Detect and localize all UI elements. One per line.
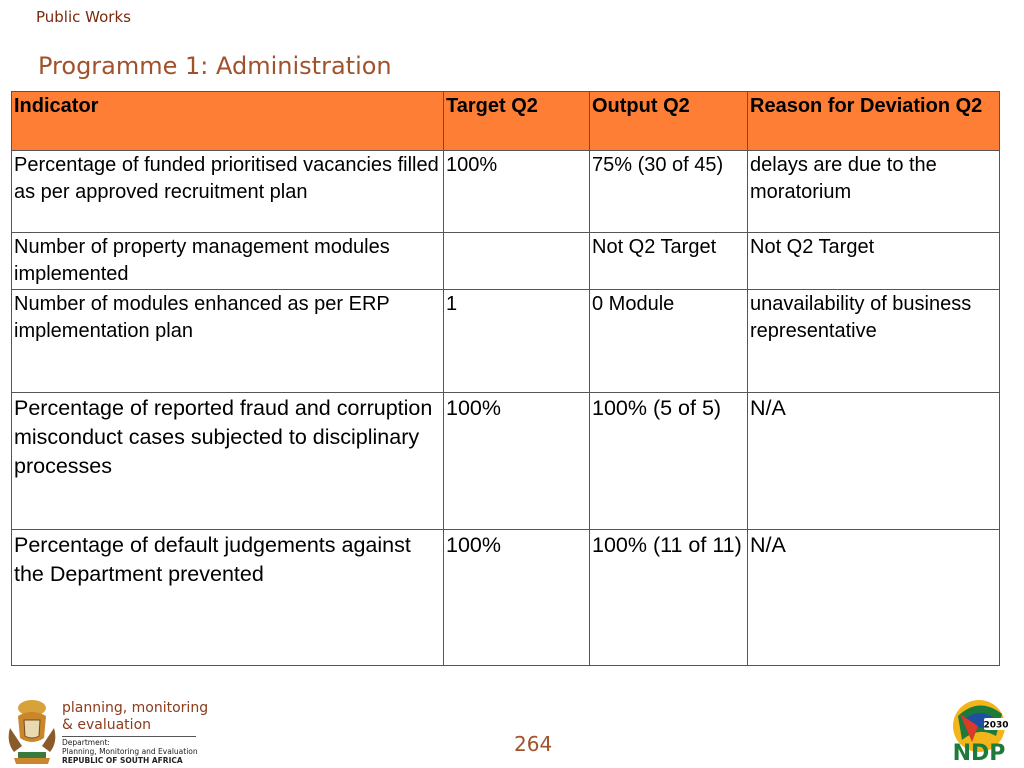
cell-indicator: Percentage of default judgements against the Department prevented — [12, 530, 444, 666]
ndp-label: NDP — [952, 741, 1006, 764]
ndp-2030-logo — [946, 696, 1012, 764]
cell-indicator: Number of property management modules implemented — [12, 233, 444, 290]
dept-label: Department: — [62, 738, 110, 747]
cell-output: 100% (5 of 5) — [590, 393, 748, 530]
cell-reason: delays are due to the moratorium — [748, 151, 1000, 233]
cell-output: 75% (30 of 45) — [590, 151, 748, 233]
indicator-table — [11, 91, 1000, 666]
ndp-year: 2030 — [983, 720, 1009, 731]
table-row — [12, 233, 1000, 290]
cell-reason: N/A — [748, 393, 1000, 530]
dept-country: REPUBLIC OF SOUTH AFRICA — [62, 756, 183, 765]
page-number: 264 — [514, 732, 553, 756]
column-header-target: Target Q2 — [444, 92, 590, 151]
logo-line1: planning, monitoring — [62, 700, 209, 716]
cell-indicator: Percentage of funded prioritised vacancies filled as per approved recruitment plan — [12, 151, 444, 233]
cell-output: Not Q2 Target — [590, 233, 748, 290]
cell-reason: unavailability of business representative — [748, 290, 1000, 393]
cell-reason: Not Q2 Target — [748, 233, 1000, 290]
table-row — [12, 393, 1000, 530]
table-row — [12, 151, 1000, 233]
column-header-output: Output Q2 — [590, 92, 748, 151]
cell-output: 100% (11 of 11) — [590, 530, 748, 666]
cell-output: 0 Module — [590, 290, 748, 393]
cell-reason: N/A — [748, 530, 1000, 666]
column-header-reason: Reason for Deviation Q2 — [748, 92, 1000, 151]
column-header-indicator: Indicator — [12, 92, 444, 151]
page-title: Programme 1: Administration — [38, 52, 392, 80]
coat-of-arms-logo — [4, 698, 60, 766]
table-row — [12, 530, 1000, 666]
cell-target: 100% — [444, 393, 590, 530]
pme-logo-text — [62, 700, 208, 765]
logo-divider — [62, 736, 196, 737]
cell-target: 100% — [444, 530, 590, 666]
table-row — [12, 290, 1000, 393]
cell-target — [444, 233, 590, 290]
cell-indicator: Number of modules enhanced as per ERP implementation plan — [12, 290, 444, 393]
logo-line2: & evaluation — [62, 717, 152, 733]
table-header-row — [12, 92, 1000, 151]
header-label: Public Works — [36, 8, 131, 26]
cell-target: 100% — [444, 151, 590, 233]
cell-indicator: Percentage of reported fraud and corruption misconduct cases subjected to disciplinary processes — [12, 393, 444, 530]
cell-target: 1 — [444, 290, 590, 393]
dept-name: Planning, Monitoring and Evaluation — [62, 747, 198, 756]
